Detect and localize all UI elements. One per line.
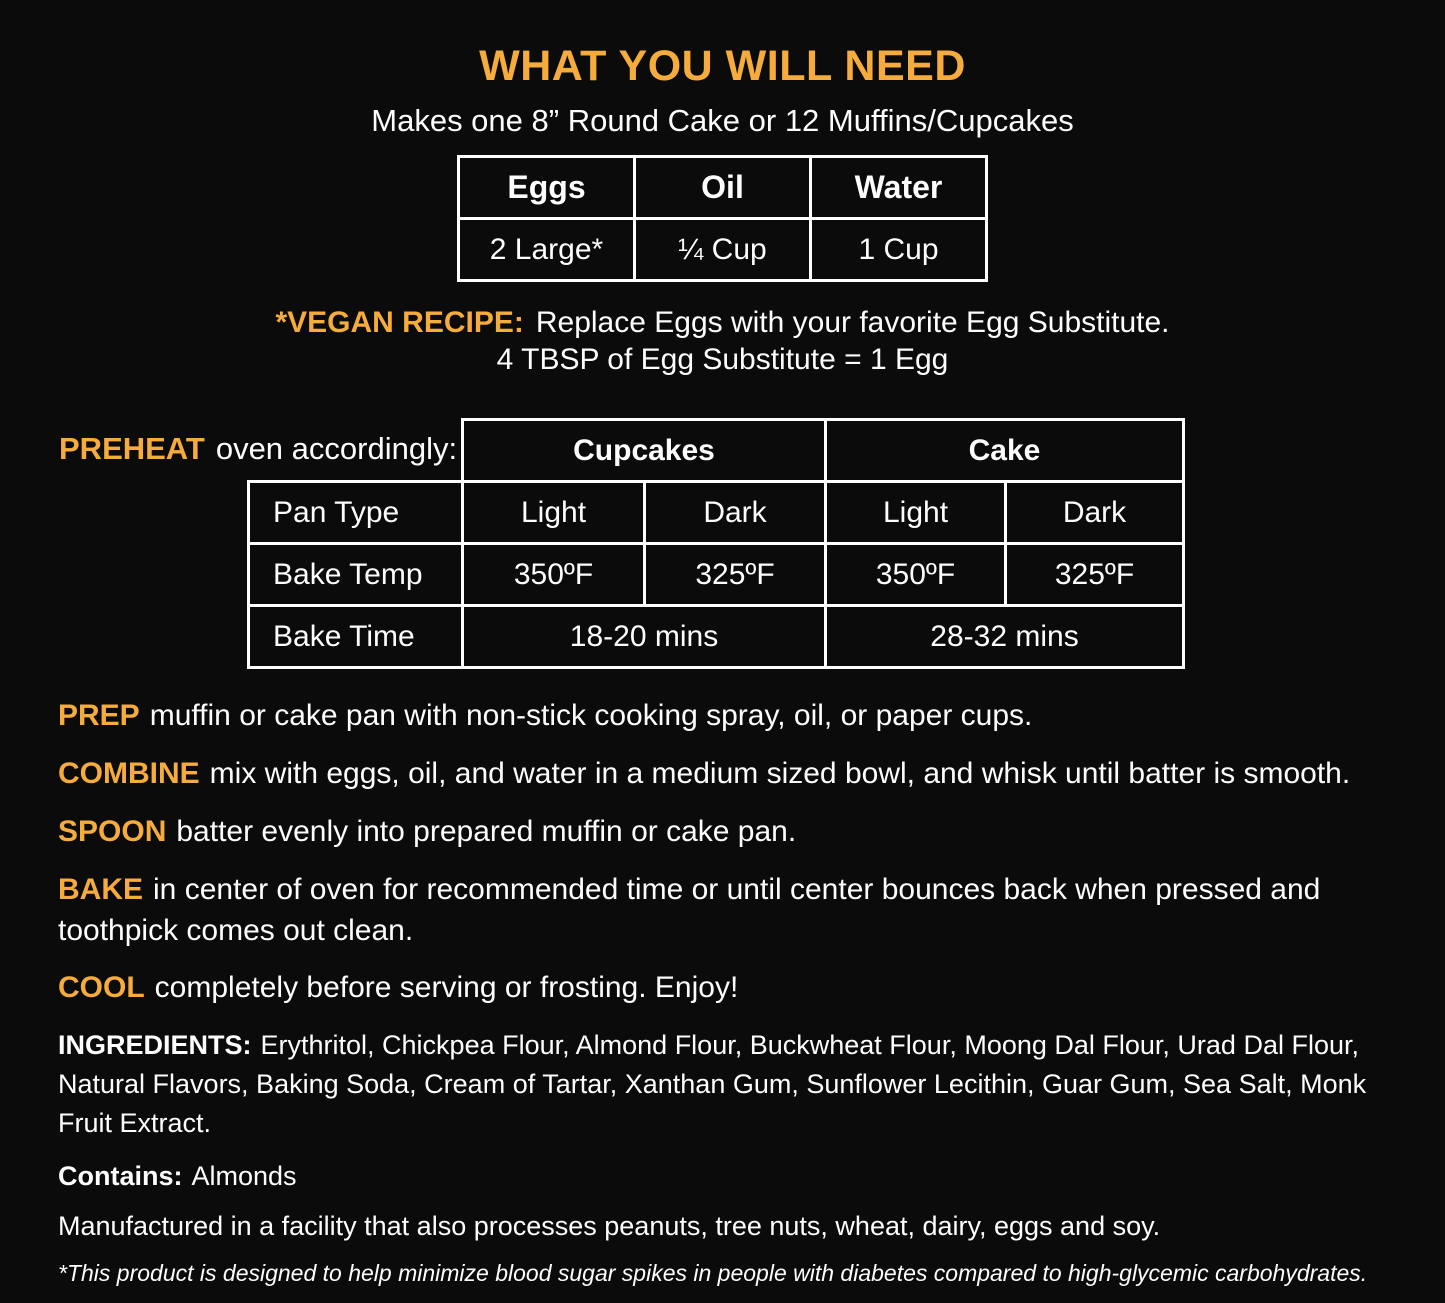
- step-prep-text: muffin or cake pan with non-stick cooking spray, oil, or paper cups.: [149, 699, 1033, 733]
- step-cool-text: completely before serving or frosting. Enjoy!: [154, 971, 739, 1005]
- facility-note: Manufactured in a facility that also processes peanuts, tree nuts, wheat, dairy, eggs and soy.: [58, 1210, 1161, 1241]
- pan-type-cake-dark: Dark: [1006, 482, 1184, 544]
- bake-temp-cake-dark: 325ºF: [1006, 544, 1184, 606]
- step-combine-label: COMBINE: [58, 757, 200, 791]
- needs-value-water: 1 Cup: [811, 219, 987, 281]
- vegan-note-line1: [0, 304, 1445, 341]
- pan-type-label: Pan Type: [249, 482, 463, 544]
- step-combine-text: mix with eggs, oil, and water in a medium sized bowl, and whisk until batter is smooth.: [209, 757, 1351, 791]
- bake-temp-cupcakes-dark: 325ºF: [645, 544, 826, 606]
- needs-header-oil: Oil: [635, 157, 811, 219]
- step-bake-label: BAKE: [58, 872, 144, 906]
- bake-time-cake: 28-32 mins: [826, 606, 1184, 668]
- pan-type-cupcakes-dark: Dark: [645, 482, 826, 544]
- diabetes-footnote: *This product is designed to help minimize blood sugar spikes in people with diabetes compared to high-glycemic carbohydrates.: [58, 1259, 1368, 1286]
- preheat-pan-type-row: [249, 482, 1184, 544]
- ingredients-statement: [0, 1026, 1445, 1143]
- step-spoon-label: SPOON: [58, 814, 167, 848]
- preheat-caption-text: oven accordingly:: [215, 431, 458, 467]
- bake-temp-cake-light: 350ºF: [826, 544, 1006, 606]
- ingredients-needed-table: [457, 155, 988, 282]
- preheat-label: PREHEAT: [59, 431, 205, 467]
- directions-steps: [0, 696, 1445, 1009]
- step-cool: [58, 968, 1393, 1009]
- bake-time-label: Bake Time: [249, 606, 463, 668]
- contains-text: Almonds: [191, 1160, 297, 1191]
- step-prep-label: PREP: [58, 699, 140, 733]
- preheat-bake-time-row: [249, 606, 1184, 668]
- needs-header-eggs: Eggs: [459, 157, 635, 219]
- pan-type-cupcakes-light: Light: [463, 482, 645, 544]
- step-prep: [58, 696, 1393, 737]
- step-spoon: [58, 812, 1393, 853]
- page-title: WHAT YOU WILL NEED: [479, 42, 966, 90]
- vegan-note-text1: Replace Eggs with your favorite Egg Substitute.: [535, 306, 1170, 339]
- step-bake-text: in center of oven for recommended time or until center bounces back when pressed and toothpick comes out clean.: [58, 872, 1321, 947]
- vegan-note: [0, 304, 1445, 378]
- needs-header-water: Water: [811, 157, 987, 219]
- needs-value-row: [459, 219, 987, 281]
- bake-time-cupcakes: 18-20 mins: [463, 606, 826, 668]
- vegan-note-label: *VEGAN RECIPE:: [275, 306, 524, 339]
- needs-header-row: [459, 157, 987, 219]
- preheat-blank-cell: [249, 420, 463, 482]
- contains-label: Contains:: [58, 1160, 183, 1191]
- preheat-header-cupcakes: Cupcakes: [463, 420, 826, 482]
- step-combine: [58, 754, 1393, 795]
- preheat-bake-temp-row: [249, 544, 1184, 606]
- preheat-section: [0, 418, 1445, 666]
- step-bake: [58, 870, 1393, 952]
- needs-value-oil: ¼ Cup: [635, 219, 811, 281]
- preheat-table: [247, 418, 1185, 669]
- step-cool-label: COOL: [58, 971, 145, 1005]
- pan-type-cake-light: Light: [826, 482, 1006, 544]
- preheat-group-header-row: [249, 420, 1184, 482]
- needs-value-eggs: 2 Large*: [459, 219, 635, 281]
- vegan-note-line2: 4 TBSP of Egg Substitute = 1 Egg: [496, 343, 949, 377]
- allergen-contains: [0, 1161, 1445, 1192]
- yield-subtitle: Makes one 8” Round Cake or 12 Muffins/Cupcakes: [371, 103, 1074, 138]
- preheat-header-cake: Cake: [826, 420, 1184, 482]
- bake-temp-label: Bake Temp: [249, 544, 463, 606]
- step-spoon-text: batter evenly into prepared muffin or cake pan.: [176, 814, 797, 848]
- ingredients-label: INGREDIENTS:: [58, 1030, 252, 1061]
- ingredients-text: Erythritol, Chickpea Flour, Almond Flour, Buckwheat Flour, Moong Dal Flour, Urad Dal Flour, Natural Flavors, Baking Soda, Cream of Tartar, Xanthan Gum, Sunflower Lecithin, Guar Gum, Sea Salt, Monk Fruit Extract.: [58, 1030, 1367, 1139]
- bake-temp-cupcakes-light: 350ºF: [463, 544, 645, 606]
